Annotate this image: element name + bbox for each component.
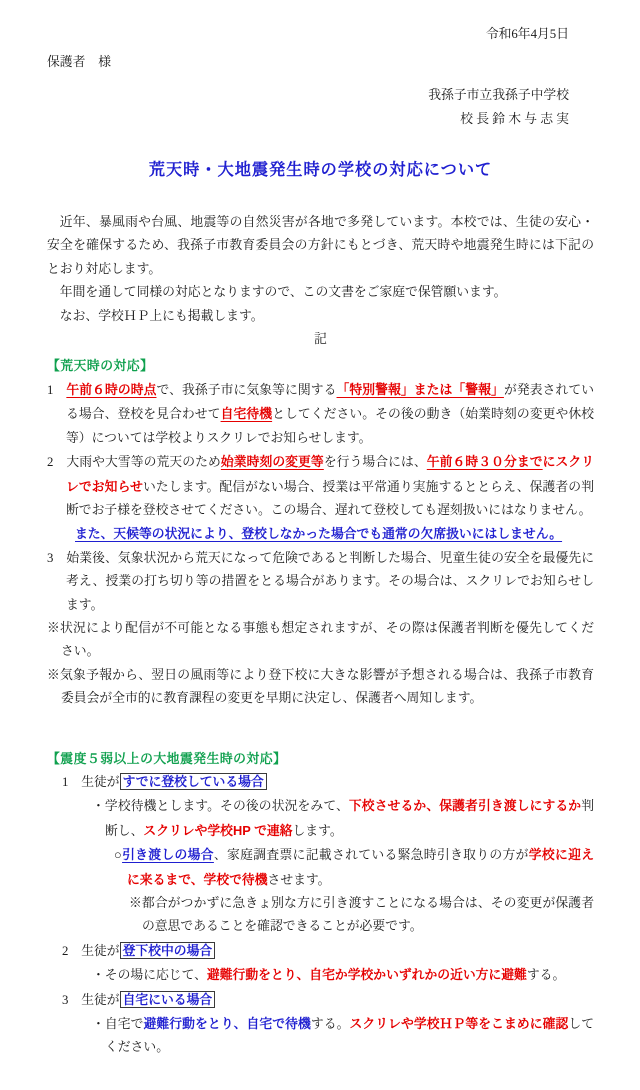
body-text: 始業後、気象状況から荒天になって危険であると判断した場合、児童生徒の安全を最優先に考え、授業の打ち切り等の措置をとる場合があります。その場合は、スクリレでお知らせします。: [66, 550, 595, 612]
body-text: 2: [62, 943, 82, 958]
body-text: いたします。配信がない場合、授業は平常通り実施するととらえ、保護者の判断でお子様を登校させてください。この場合、遅れて登校しても遅刻扱いにはなりません。: [66, 479, 594, 517]
emphasis-red-underline: 始業時刻の変更等: [220, 454, 324, 470]
emphasis-red: 学校に迎えに来るまで、学校で待機: [127, 847, 595, 887]
body-text: 2: [47, 455, 67, 470]
body-text: 自宅で: [104, 1017, 144, 1032]
spacer: [47, 711, 594, 744]
quake-item-1: [62, 770, 594, 794]
body-text: 生徒が: [81, 774, 120, 789]
emphasis-red: スクリレや学校HP で連絡: [143, 822, 293, 838]
body-text: ・: [92, 799, 105, 814]
body-text: 記: [314, 332, 327, 347]
storm-item-1: [47, 378, 594, 450]
emphasis-red: 避難行動をとり、自宅か学校かいずれかの近い方に避難: [206, 967, 527, 983]
body-text: 3: [47, 550, 67, 565]
quake-handover-item: [114, 843, 594, 892]
intro-paragraph-3: [47, 305, 594, 328]
body-text: します。: [292, 823, 343, 838]
body-text: 学校待機とします。その後の状況をみて、: [104, 799, 349, 814]
body-text: してください。: [105, 1017, 595, 1055]
emphasis-red: スクリレや学校ＨＰ等をこまめに確認: [349, 1016, 569, 1032]
emphasis-red: 下校させるか、保護者引き渡しにするか: [348, 798, 582, 814]
body-text: 年間を通して同様の対応となりますので、この文書をご家庭で保管願います。: [59, 285, 507, 300]
document-title: 荒天時・大地震発生時の学校の対応について: [148, 160, 493, 179]
body-text: 1: [47, 382, 67, 397]
quake-item-3-bullet: [92, 1012, 594, 1060]
emphasis-red-underline: 「特別警報」または「警報」: [336, 381, 504, 397]
case-label-boxed: 自宅にいる場合: [120, 991, 216, 1008]
emphasis-blue: 避難行動をとり、自宅で待機: [143, 1016, 311, 1032]
emphasis-red-underline: 午前６時の時点: [66, 381, 157, 397]
body-text: で、我孫子市に気象等に関する: [156, 382, 337, 397]
emphasis-blue-underline: 引き渡しの場合: [122, 847, 214, 863]
letter-header: [47, 22, 594, 132]
body-text: する。: [310, 1017, 350, 1032]
intro-paragraph-1: [47, 211, 594, 281]
body-text: 【荒天時の対応】: [47, 358, 154, 374]
storm-item-3: [47, 547, 594, 617]
emphasis-red-underline: 午前６時３０分まで: [426, 454, 543, 470]
body-text: ○: [114, 848, 123, 863]
body-text: を行う場合には、: [323, 455, 427, 470]
body-text: ・: [92, 1017, 105, 1032]
body-text: 3: [62, 992, 82, 1007]
emphasis-blue-underline: また、天候等の状況により、登校しなかった場合でも通常の欠席扱いにはしません。: [75, 526, 563, 542]
document-body: [47, 211, 594, 1060]
principal-name: 校 長 鈴 木 与 志 実: [460, 112, 569, 127]
body-text: その場に応じて、: [104, 968, 207, 983]
case-label-boxed: 登下校中の場合: [120, 942, 216, 959]
body-text: ・: [92, 968, 105, 983]
date-line: 令和6年4月5日: [485, 27, 569, 41]
school-name: 我孫子市立我孫子中学校: [428, 87, 569, 102]
body-text: させます。: [267, 872, 331, 887]
quake-handover-note: [129, 892, 594, 939]
body-text: が発表されている場合、登校を見合わせて: [66, 382, 594, 422]
body-text: 、家庭調査票に記載されている緊急時引き取りの方が: [213, 848, 529, 863]
body-text: 生徒が: [81, 943, 120, 958]
case-label-boxed: すでに登校している場合: [120, 773, 267, 790]
storm-note-2: [47, 664, 594, 711]
ki-marker: [47, 328, 594, 351]
body-text: 1: [62, 774, 82, 789]
body-text: 【震度５弱以上の大地震発生時の対応】: [47, 750, 287, 766]
quake-item-3: [62, 988, 594, 1012]
section-heading-storm: [47, 354, 594, 377]
intro-paragraph-2: [47, 281, 594, 304]
body-text: なお、学校ＨＰ上にも掲載します。: [59, 308, 264, 323]
storm-note-1: [47, 617, 594, 664]
storm-item-2: [47, 450, 594, 522]
body-text: 大雨や大雪等の荒天のため: [66, 455, 221, 470]
body-text: ※気象予報から、翌日の風雨等により登下校に大きな影響が予想される場合は、我孫子市教育委員会が全市的に教育課程の変更を早期に決定し、保護者へ周知します。: [47, 667, 595, 706]
body-text: 近年、暴風雨や台風、地震等の自然災害が各地で多発しています。本校では、生徒の安心・安全を確保するため、我孫子市教育委員会の方針にもとづき、荒天時や地震発生時には下記のとおり対応します。: [47, 215, 594, 276]
quake-item-1-bullet: [92, 794, 594, 843]
body-text: ※状況により配信が不可能となる事態も想定されますが、その際は保護者判断を優先してください。: [47, 620, 595, 659]
body-text: する。: [526, 968, 566, 983]
section-heading-earthquake: [47, 747, 594, 770]
body-text: としてください。その後の動き（始業時刻の変更や休校等）については学校よりスクリレでお知らせします。: [66, 407, 595, 445]
body-text: 生徒が: [81, 992, 120, 1007]
emphasis-red: にスクリレでお知らせ: [66, 454, 595, 494]
body-text: 判断し、: [105, 799, 595, 838]
quake-item-2-bullet: [92, 963, 594, 987]
recipient-line: 保護者 様: [47, 55, 111, 70]
body-text: ※都合がつかずに急きょ別な方に引き渡すことになる場合は、その変更が保護者の意思であることを確認できることが必要です。: [129, 896, 594, 934]
quake-item-2: [62, 939, 594, 963]
storm-absence-note: [75, 522, 594, 546]
emphasis-red-underline: 自宅待機: [220, 406, 273, 422]
